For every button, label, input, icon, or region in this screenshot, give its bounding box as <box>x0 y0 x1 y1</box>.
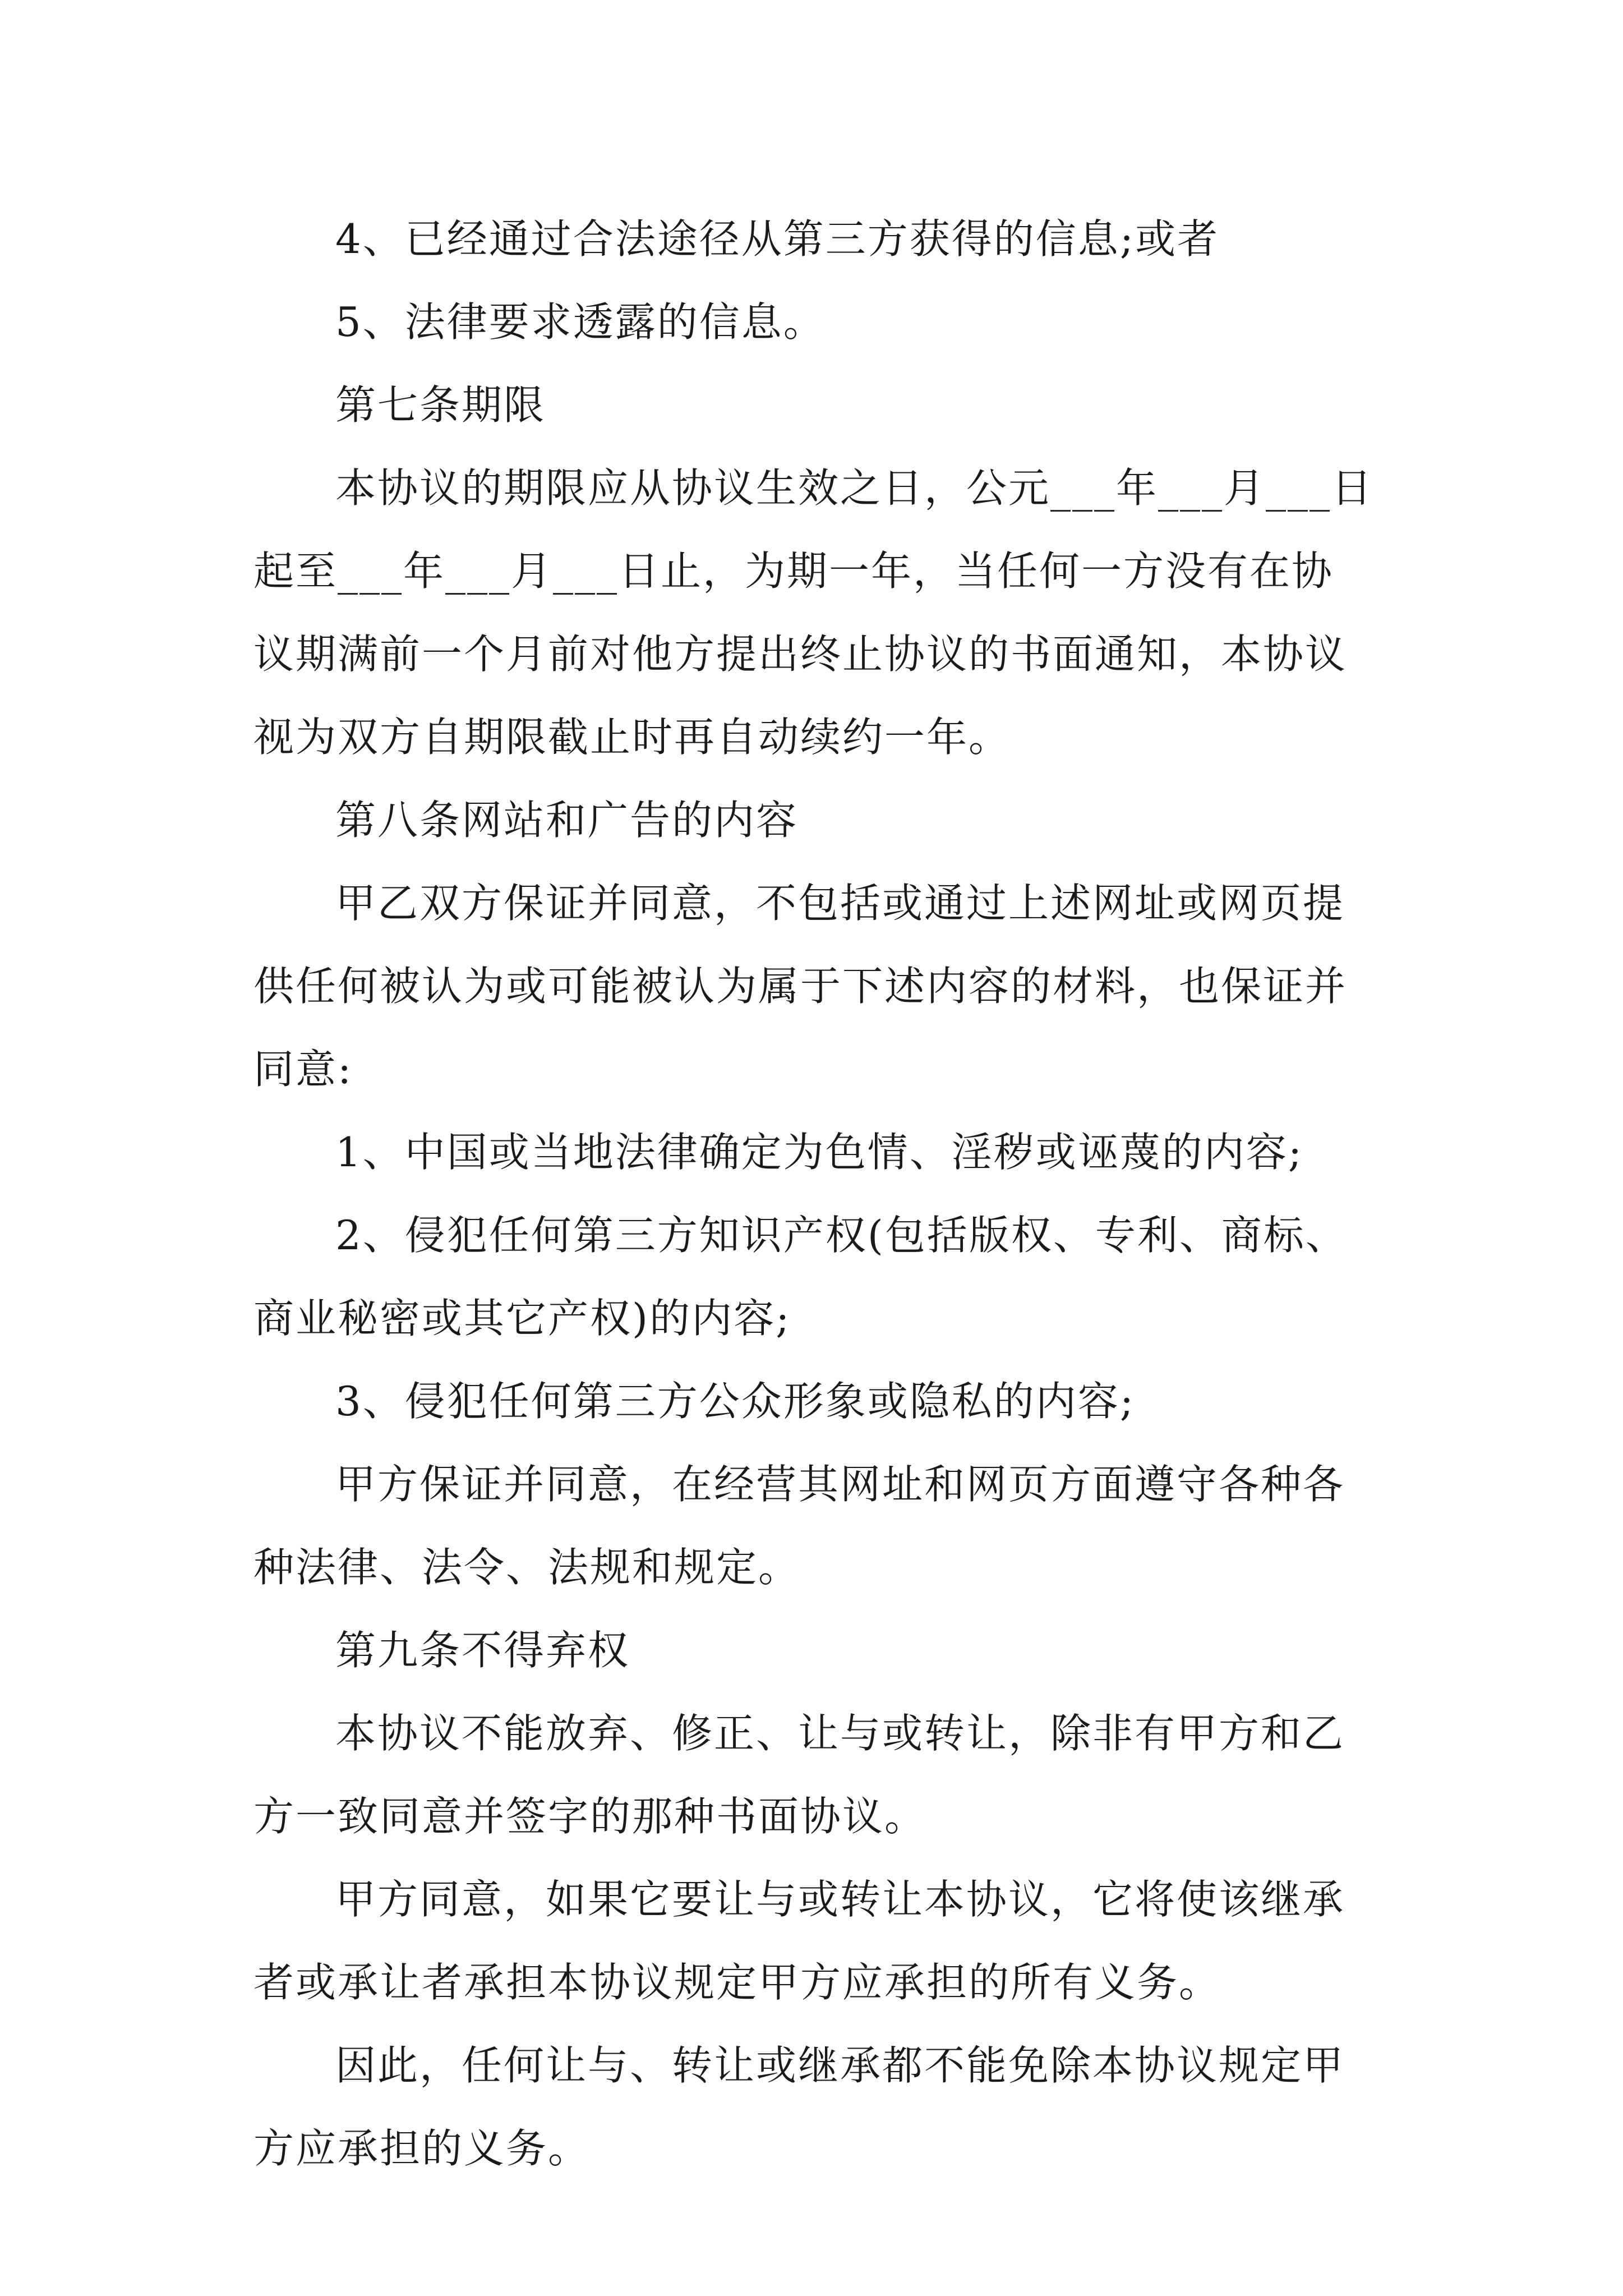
article-8-item-3: 3、侵犯任何第三方公众形象或隐私的内容; <box>335 1378 1136 1425</box>
article-8-body: 甲乙双方保证并同意，不包括或通过上述网址或网页提供任何被认为或可能被认为属于下述内容的材料，也保证并同意: <box>253 880 1348 1093</box>
document-body <box>253 197 1375 2190</box>
article-8-item-2: 2、侵犯任何第三方知识产权(包括版权、专利、商标、商业秘密或其它产权)的内容; <box>253 1212 1348 1342</box>
article-9-body-2: 甲方同意，如果它要让与或转让本协议，它将使该继承者或承让者承担本协议规定甲方应承担的所有义务。 <box>253 1876 1345 2006</box>
article-9-body-1: 本协议不能放弃、修正、让与或转让，除非有甲方和乙方一致同意并签字的那种书面协议。 <box>253 1710 1345 1840</box>
article-7-heading: 第七条期限 <box>335 381 546 429</box>
article-8-item-1: 1、中国或当地法律确定为色情、淫秽或诬蔑的内容; <box>335 1129 1304 1176</box>
paragraph-item-4: 4、已经通过合法途径从第三方获得的信息;或者 <box>335 215 1220 263</box>
article-9-heading: 第九条不得弃权 <box>335 1627 630 1674</box>
article-8-compliance: 甲方保证并同意，在经营其网址和网页方面遵守各种各种法律、法令、法规和规定。 <box>253 1461 1345 1591</box>
article-9-body-3: 因此，任何让与、转让或继承都不能免除本协议规定甲方应承担的义务。 <box>253 2042 1345 2172</box>
article-8-heading: 第八条网站和广告的内容 <box>335 797 799 844</box>
article-7-body: 本协议的期限应从协议生效之日，公元___年___月___日起至___年___月___日止，为期一年，当任何一方没有在协议期满前一个月前对他方提出终止协议的书面通知，本协议视为双方自期限截止时再自动续约一年。 <box>253 464 1374 761</box>
paragraph-item-5: 5、法律要求透露的信息。 <box>335 298 826 346</box>
